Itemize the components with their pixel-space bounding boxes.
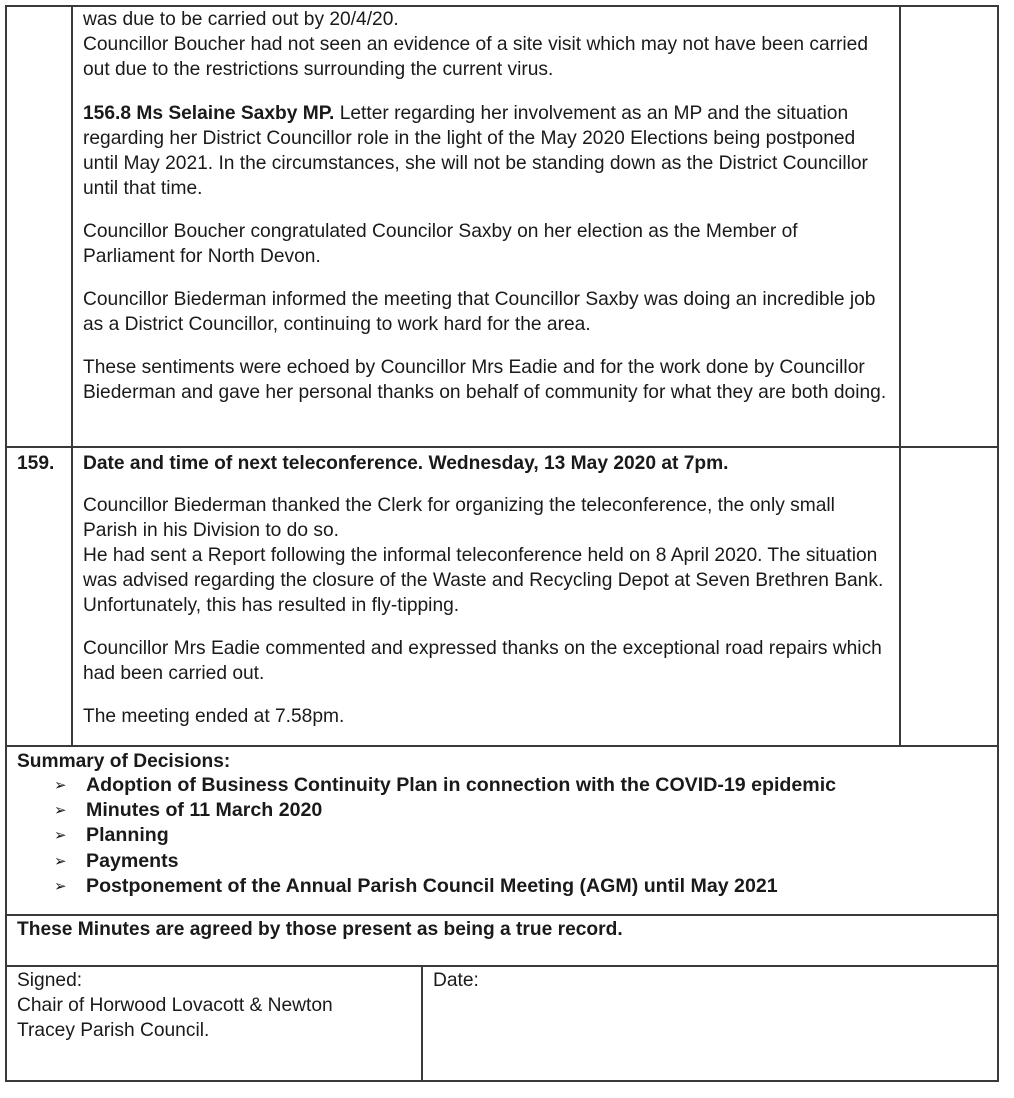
item-156-8-paragraph [83,101,888,201]
summary-title: Summary of Decisions: [17,751,231,772]
sentiments-paragraph: These sentiments were echoed by Councillor Mrs Eadie and for the work done by Councillor Biederman and gave her personal thanks on behalf of community for what they are both doing. [83,357,887,403]
summary-item: ➢ Adoption of Business Continuity Plan in connection with the COVID-19 epidemic [54,773,836,798]
item-159-paragraph-2: Councillor Mrs Eadie commented and expressed thanks on the exceptional road repairs which had been carried out. [83,638,882,684]
arrow-bullet-icon: ➢ [54,877,67,895]
item-156-8-heading: 156.8 Ms Selaine Saxby MP. [83,103,335,124]
summary-decision-list [54,773,836,899]
summary-item: ➢ Postponement of the Annual Parish Council Meeting (AGM) until May 2021 [54,874,836,899]
item-156-8-text: Letter regarding her involvement as an MP and the situation regarding her District Councillor role in the light of the May 2020 Elections being postponed until May 2021. In the circumstances, she will not be standing down as the District Councillor until that time. [83,103,868,199]
number-column-divider [71,5,73,747]
item-159-paragraph-1: Councillor Biederman thanked the Clerk for organizing the teleconference, the only small Parish in his Division to do so. He had sent a Report following the informal teleconference held on 8 April 2020. The situation was advised regarding the closure of the Waste and Recycling Depot at Seven Brethren Bank. Unfortunately, this has resulted in fly-tipping. [83,495,884,616]
biederman-paragraph: Councillor Biederman informed the meeting that Councillor Saxby was doing an incredible job as a District Councillor, continuing to work hard for the area. [83,289,876,335]
arrow-bullet-icon: ➢ [54,827,67,845]
meeting-end-text: The meeting ended at 7.58pm. [83,706,345,727]
continuation-paragraph: was due to be carried out by 20/4/20. Councillor Boucher had not seen an evidence of a site visit which may not have been carried out due to the restrictions surrounding the current virus. [83,9,869,80]
chair-designation: Chair of Horwood Lovacott & Newton Tracey Parish Council. [17,995,333,1041]
action-column-divider [899,5,901,747]
summary-item: ➢ Minutes of 11 March 2020 [54,798,836,823]
signed-label: Signed: [17,970,83,991]
summary-item: ➢ Planning [54,823,836,848]
row-divider-summary [6,745,999,747]
agreement-statement: These Minutes are agreed by those present as being a true record. [17,919,623,940]
item-159-number: 159. [17,453,55,474]
summary-item: ➢ Payments [54,849,836,874]
signature-column-divider [421,965,423,1082]
row-divider-signature [6,965,999,967]
congratulation-paragraph: Councillor Boucher congratulated Councilor Saxby on her election as the Member of Parliament for North Devon. [83,221,798,267]
arrow-bullet-icon: ➢ [54,777,67,794]
arrow-bullet-icon: ➢ [54,802,67,820]
row-divider-agreement [6,914,999,916]
date-label: Date: [433,970,479,991]
item-159-heading: Date and time of next teleconference. Wednesday, 13 May 2020 at 7pm. [83,453,729,474]
row-divider-159 [6,446,999,448]
arrow-bullet-icon: ➢ [54,852,67,870]
table-left-border [5,5,7,1082]
table-bottom-border [6,1080,999,1082]
table-right-border [997,5,999,1082]
